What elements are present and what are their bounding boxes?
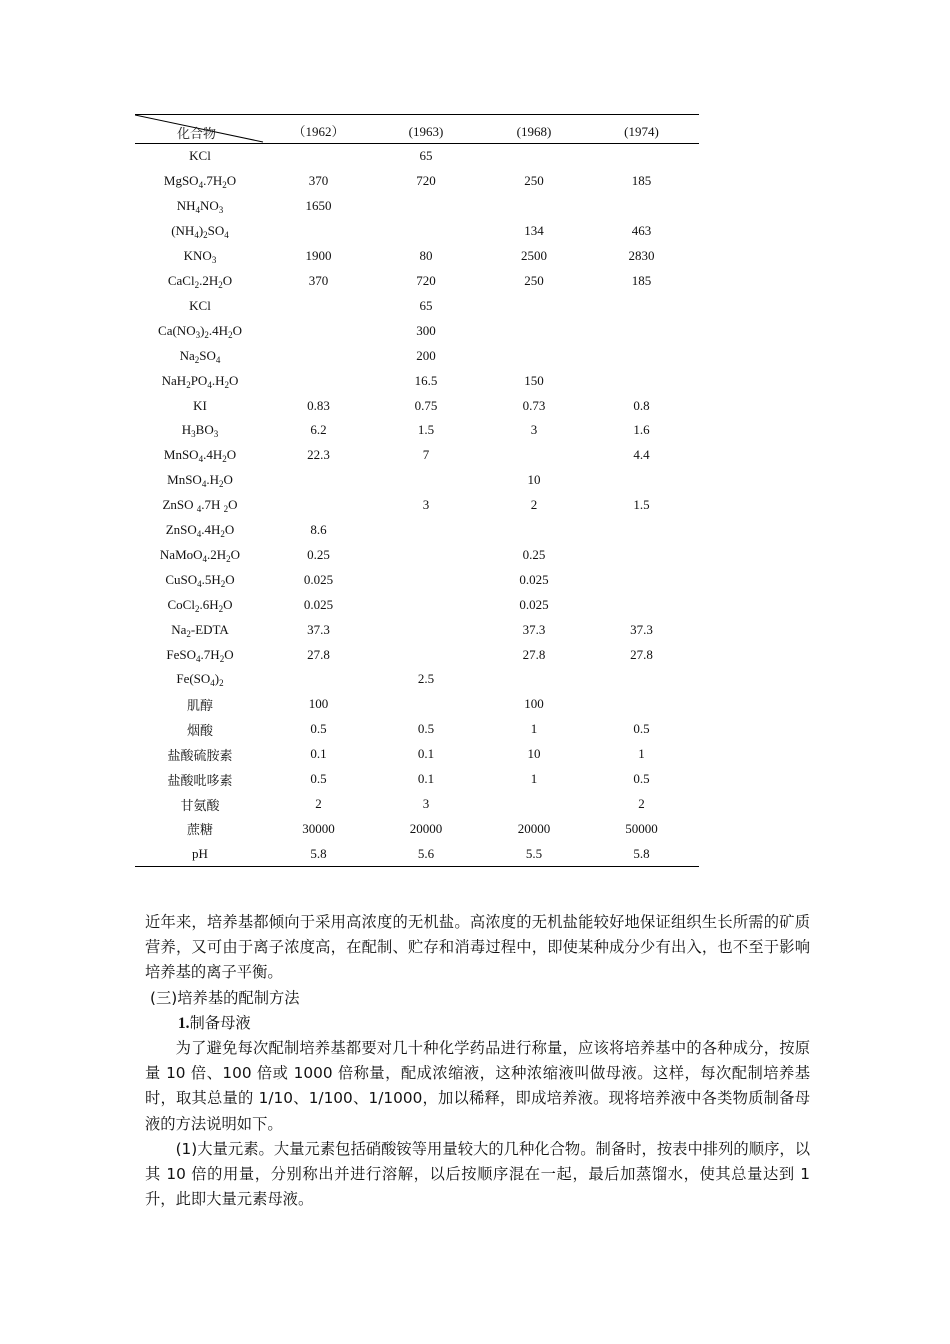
column-header-1968: (1968) <box>516 124 552 139</box>
value-cell: 2 <box>530 497 538 513</box>
medium-composition-table <box>135 114 699 867</box>
section-heading: (三)培养基的配制方法 <box>150 988 300 1007</box>
value-cell: 0.73 <box>522 397 546 413</box>
table-row <box>135 667 699 692</box>
compound-name: 肌醇 <box>186 698 213 714</box>
table-row <box>135 343 699 368</box>
compound-name: $KNO_3$ <box>183 248 217 266</box>
compound-name: $Ca(NO_3)_2.4H_2O$ <box>158 322 242 340</box>
table-row <box>135 543 699 568</box>
compound-name: $MnSO_4.4H_2O$ <box>163 447 237 465</box>
value-cell: 1.5 <box>417 422 435 438</box>
table-row <box>135 219 699 244</box>
paragraph-macro-elements: (1)大量元素。大量元素包括硝酸铵等用量较大的几种化合物。制备时，按表中排列的顺序，以其 10 倍的用量，分别称出并进行溶解，以后按顺序混在一起，最后加蒸馏水，使其总量达到 1 升，此即大量元素母液。 <box>145 1139 810 1209</box>
table-row <box>135 617 699 642</box>
table-row <box>135 468 699 493</box>
table-row <box>135 518 699 543</box>
value-cell: 37.3 <box>307 621 330 637</box>
value-cell: 250 <box>524 173 544 189</box>
table-row <box>135 418 699 443</box>
value-cell: 22.3 <box>307 447 330 463</box>
value-cell: 0.25 <box>522 546 546 562</box>
value-cell: 65 <box>419 148 433 164</box>
value-cell: 134 <box>524 223 544 239</box>
table-row <box>135 717 699 742</box>
compound-name: KCl <box>189 148 211 164</box>
value-cell: 3 <box>422 796 430 812</box>
corner-label: 化合物 <box>177 127 217 142</box>
compound-name: pH <box>192 845 208 861</box>
value-cell: 0.025 <box>519 571 549 587</box>
value-cell: 720 <box>416 272 436 288</box>
value-cell: 200 <box>416 347 436 363</box>
compound-name: $CaCl_2.2H_2O$ <box>167 272 233 290</box>
table-row <box>135 443 699 468</box>
value-cell: 10 <box>527 472 541 488</box>
value-cell: 2.5 <box>417 671 435 687</box>
value-cell: 0.25 <box>307 546 330 562</box>
value-cell: 3 <box>422 497 430 513</box>
value-cell: 3 <box>530 422 538 438</box>
value-cell: 100 <box>524 696 544 712</box>
compound-name: $ZnSO_4.4H_2O$ <box>165 522 235 540</box>
compound-name: 盐酸硫胺素 <box>167 748 233 764</box>
table-row <box>135 194 699 219</box>
compound-name: $H_3BO_3$ <box>181 422 219 440</box>
value-cell: 463 <box>631 223 652 239</box>
value-cell: 0.1 <box>310 746 327 762</box>
value-cell: 150 <box>524 372 544 388</box>
value-cell: 0.8 <box>633 397 650 413</box>
value-cell: 7 <box>422 447 430 463</box>
compound-name: $FeSO_4.7H_2O$ <box>166 646 234 664</box>
value-cell: 250 <box>524 272 544 288</box>
subsection-title: 制备母液 <box>189 1013 251 1032</box>
value-cell: 27.8 <box>630 646 653 662</box>
value-cell: 37.3 <box>630 621 653 637</box>
value-cell: 1 <box>530 721 538 737</box>
value-cell: 2 <box>638 796 645 812</box>
value-cell: 37.3 <box>522 621 546 637</box>
value-cell: 370 <box>308 173 329 189</box>
value-cell: 0.1 <box>417 771 435 787</box>
compound-name: $CoCl_2.6H_2O$ <box>167 596 233 614</box>
value-cell: 300 <box>416 322 436 338</box>
value-cell: 0.025 <box>519 596 549 612</box>
compound-name: $(NH_4)_2SO_4$ <box>171 223 229 241</box>
table-row <box>135 269 699 294</box>
compound-name: $CuSO_4.5H_2O$ <box>165 571 235 589</box>
value-cell: 20000 <box>517 820 551 836</box>
value-cell: 0.5 <box>633 771 650 787</box>
compound-name: KI <box>193 397 207 413</box>
value-cell: 4.4 <box>633 447 650 463</box>
table-row <box>135 368 699 393</box>
compound-name: $Na_2SO_4$ <box>179 347 221 365</box>
table-row <box>135 169 699 194</box>
value-cell: 1 <box>530 771 538 787</box>
table-row <box>135 792 699 817</box>
value-cell: 0.025 <box>303 571 334 587</box>
value-cell: 1900 <box>305 248 332 264</box>
compound-name: $MgSO_4.7H_2O$ <box>163 173 237 191</box>
value-cell: 1.5 <box>633 497 650 513</box>
subsection-heading <box>178 1011 810 1036</box>
compound-name: 烟酸 <box>186 723 213 739</box>
value-cell: 65 <box>419 297 433 313</box>
value-cell: 185 <box>631 272 652 288</box>
table-body <box>135 144 699 866</box>
value-cell: 1.6 <box>633 422 650 438</box>
value-cell: 100 <box>308 696 329 712</box>
table-row <box>135 692 699 717</box>
value-cell: 27.8 <box>307 646 330 662</box>
value-cell: 10 <box>527 746 541 762</box>
value-cell: 0.5 <box>310 771 327 787</box>
value-cell: 5.5 <box>525 845 543 861</box>
value-cell: 5.8 <box>633 845 650 861</box>
value-cell: 2 <box>315 796 322 812</box>
table-row <box>135 393 699 418</box>
table-row <box>135 244 699 269</box>
value-cell: 50000 <box>625 820 658 836</box>
value-cell: 2500 <box>521 248 547 264</box>
value-cell: 185 <box>631 173 652 189</box>
value-cell: 8.6 <box>310 522 327 538</box>
table-row <box>135 493 699 518</box>
column-header-1963: (1963) <box>408 124 444 139</box>
value-cell: 0.75 <box>414 397 438 413</box>
diagonal-header-cell <box>135 115 265 143</box>
table-row <box>135 318 699 343</box>
table-row <box>135 592 699 617</box>
paragraph-stock-solution: 为了避免每次配制培养基都要对几十种化学药品进行称量，应该将培养基中的各种成分，按原量 10 倍、100 倍或 1000 倍称量，配成浓缩液，这种浓缩液叫做母液。这样，每次配制培养基时，取其总量的 1/10、1/100、1/1000，加以稀释，即成培养液。现将培养液中各类物质制备母液的方法说明如下。 <box>145 1039 810 1133</box>
value-cell: 5.6 <box>417 845 435 861</box>
compound-name: KCl <box>189 297 211 313</box>
value-cell: 6.2 <box>310 422 327 438</box>
value-cell: 2830 <box>628 248 655 264</box>
table-header <box>135 115 699 144</box>
table-row <box>135 567 699 592</box>
value-cell: 0.5 <box>633 721 650 737</box>
table-row <box>135 767 699 792</box>
value-cell: 370 <box>308 272 329 288</box>
value-cell: 16.5 <box>414 372 438 388</box>
compound-name: 盐酸吡哆素 <box>167 773 233 789</box>
value-cell: 0.1 <box>417 746 435 762</box>
table-row <box>135 144 699 169</box>
value-cell: 0.83 <box>307 397 330 413</box>
table-row <box>135 742 699 767</box>
table-row <box>135 816 699 841</box>
value-cell: 1650 <box>305 198 332 214</box>
subsection-number: 1. <box>178 1014 190 1032</box>
table-row <box>135 841 699 866</box>
compound-name: 蔗糖 <box>186 823 213 839</box>
compound-name: $NH_4NO_3$ <box>176 198 224 216</box>
compound-name: 甘氨酸 <box>180 798 220 814</box>
value-cell: 0.025 <box>303 596 334 612</box>
value-cell: 5.8 <box>310 845 327 861</box>
value-cell: 0.5 <box>417 721 435 737</box>
value-cell: 30000 <box>302 820 335 836</box>
body-text <box>145 910 810 1212</box>
compound-name: $NaMoO_4.2H_2O$ <box>159 546 241 564</box>
value-cell: 80 <box>419 248 433 264</box>
table-row <box>135 293 699 318</box>
value-cell: 1 <box>638 746 645 762</box>
compound-name: ZnSO $_4$.7H $_2$O <box>162 497 238 515</box>
table-row <box>135 642 699 667</box>
compound-name: $NaH_2PO_4.H_2O$ <box>161 372 239 390</box>
compound-name: $Na_2$-EDTA <box>171 621 229 639</box>
column-header-1974: (1974) <box>624 124 659 139</box>
compound-name: $MnSO_4.H_2O$ <box>167 472 233 490</box>
value-cell: 720 <box>416 173 436 189</box>
compound-name: $Fe(SO_4)_2$ <box>176 671 224 689</box>
value-cell: 20000 <box>409 820 443 836</box>
value-cell: 27.8 <box>522 646 546 662</box>
value-cell: 0.5 <box>310 721 327 737</box>
paragraph-intro: 近年来，培养基都倾向于采用高浓度的无机盐。高浓度的无机盐能较好地保证组织生长所需的矿质营养，又可由于离子浓度高，在配制、贮存和消毒过程中，即使某种成分少有出入，也不至于影响培养基的离子平衡。 <box>145 913 810 982</box>
column-header-1962: （1962） <box>292 124 345 139</box>
